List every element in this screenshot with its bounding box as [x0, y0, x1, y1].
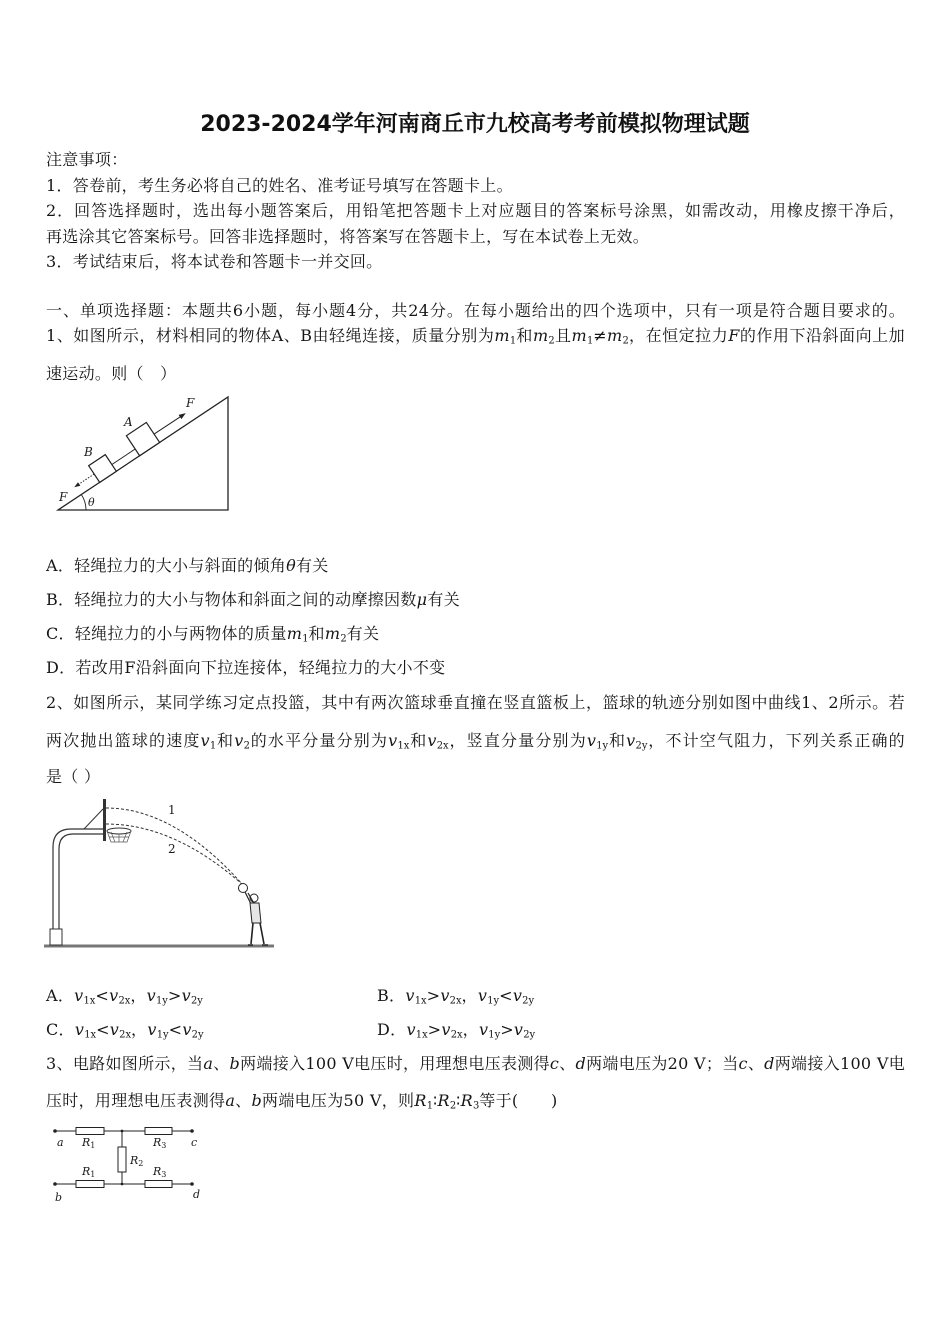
math-subscript: 2y [523, 1029, 536, 1041]
text-run: 有关 [296, 556, 329, 575]
math-variable: b [229, 1054, 241, 1073]
r1-top-label [81, 1136, 95, 1150]
math-variable: d [575, 1054, 587, 1073]
math-subscript: 2x [119, 1029, 132, 1041]
text-run: 有关 [427, 590, 460, 609]
math-variable: v [405, 986, 415, 1005]
math-variable: v [478, 1020, 489, 1039]
math-subscript: 2 [340, 633, 347, 645]
math-variable: m [286, 624, 303, 643]
text-run: 和 [308, 624, 325, 643]
curve-2-label: 2 [168, 842, 176, 856]
math-variable: v [74, 1020, 85, 1039]
q3-circuit-figure [45, 1122, 215, 1210]
text-run: < [95, 986, 110, 1005]
math-subscript: 2y [522, 995, 535, 1007]
shooter-legs [251, 923, 264, 944]
q1-stem-line-1 [46, 325, 905, 347]
math-variable: R [414, 1091, 427, 1110]
exam-title: 2023-2024学年河南商丘市九校高考考前模拟物理试题 [200, 112, 750, 137]
math-variable: v [406, 1020, 416, 1039]
math-variable: v [147, 1020, 157, 1039]
math-variable: v [440, 986, 450, 1005]
text-run: ，竖直分量分别为 [448, 731, 587, 750]
pole-brace [84, 809, 103, 829]
math-subscript: 1x [414, 995, 427, 1007]
math-variable: v [477, 986, 488, 1005]
q1-option-d [46, 657, 445, 679]
text-run: 的水平分量分别为 [249, 731, 389, 750]
text-run: A．轻绳拉力的大小与斜面的倾角 [46, 556, 287, 575]
math-subscript: 3 [472, 1100, 480, 1112]
text-run: 且 [554, 326, 572, 345]
math-variable: θ [286, 556, 296, 575]
math-subscript: 2y [190, 995, 203, 1007]
force-arrow-down-shaft [79, 474, 95, 484]
text-run: ， [462, 1020, 479, 1039]
math-subscript: 2 [548, 335, 555, 347]
hoop-rim [107, 828, 131, 834]
text-run: 、 [235, 1091, 252, 1110]
math-variable: v [427, 731, 437, 750]
text-run: 和 [608, 731, 627, 750]
q3-stem-line-1 [46, 1053, 905, 1075]
math-variable: d [764, 1054, 775, 1073]
text-run: > [500, 1020, 514, 1039]
math-subscript: 1 [302, 633, 309, 645]
math-variable: v [109, 1020, 120, 1039]
math-subscript: 2y [191, 1029, 204, 1041]
terminal-a-dot [53, 1129, 57, 1133]
text-run: 和 [516, 326, 533, 345]
r3-top-subscript: 3 [161, 1141, 167, 1150]
q2-option-a [46, 985, 203, 1007]
text-run: C．轻绳拉力的小与两物体的质量 [46, 624, 287, 643]
resistor-r3-top [145, 1128, 172, 1135]
text-run: 两端电压为20 V；当 [586, 1054, 739, 1073]
math-subscript: 2 [622, 335, 629, 347]
q3-stem-line-2 [46, 1090, 558, 1112]
math-subscript: 2x [449, 995, 462, 1007]
math-variable: a [203, 1054, 214, 1073]
q1-option-a [46, 555, 329, 577]
rope [112, 449, 135, 465]
q2-option-b [377, 985, 534, 1007]
text-run: < [499, 986, 513, 1005]
math-variable: v [512, 986, 523, 1005]
r1-bottom-subscript: 1 [90, 1170, 96, 1179]
resistor-r1-bottom [76, 1181, 104, 1188]
math-variable: m [532, 326, 549, 345]
section-heading: 一、单项选择题：本题共6小题，每小题4分，共24分。在每小题给出的四个选项中，只有一项是符合题目要求的。 [46, 301, 905, 320]
math-variable: v [200, 731, 210, 750]
q2-option-c [46, 1019, 204, 1041]
text-run: 速运动。则（ ） [46, 364, 177, 383]
shooter-figure [239, 884, 269, 946]
math-subscript: 1x [83, 995, 96, 1007]
math-subscript: 1y [156, 995, 168, 1007]
math-subscript: 1x [397, 740, 410, 752]
force-arrow-down-head [74, 482, 80, 487]
notice-line-1: 1．答卷前，考生务必将自己的姓名、准考证号填写在答题卡上。 [46, 176, 513, 195]
text-run: 两次抛出篮球的速度 [46, 731, 201, 750]
math-subscript: 2x [118, 995, 131, 1007]
text-run: D．若改用F沿斜面向下拉连接体，轻绳拉力的大小不变 [46, 658, 446, 677]
text-run: ，不计空气阻力，下列关系正确的 [647, 731, 905, 750]
math-variable: m [607, 326, 623, 345]
text-run: 和 [216, 731, 235, 750]
q1-option-b [46, 589, 460, 611]
math-subscript: 1 [426, 1100, 433, 1112]
resistor-r3-bottom [145, 1181, 172, 1188]
text-run: 、 [213, 1054, 230, 1073]
text-run: > [426, 986, 441, 1005]
math-subscript: 1x [84, 1029, 97, 1041]
r1-bottom-letter: R [82, 1165, 91, 1178]
math-variable: v [388, 731, 398, 750]
math-variable: μ [416, 590, 428, 609]
block-a-label: A [124, 415, 133, 429]
math-variable: m [324, 624, 341, 643]
text-run: 和 [409, 731, 428, 750]
math-variable: v [146, 986, 156, 1005]
pole-inner [59, 834, 103, 929]
q2-stem-line-2 [46, 730, 905, 752]
theta-label: θ [88, 496, 95, 509]
text-run: B． [377, 986, 406, 1005]
math-variable: F [728, 326, 740, 345]
math-subscript: 1 [509, 335, 517, 347]
math-variable: R [460, 1091, 473, 1110]
math-variable: v [234, 731, 244, 750]
math-subscript: 1x [415, 1029, 428, 1041]
math-variable: v [513, 1020, 524, 1039]
math-subscript: 1y [488, 1029, 501, 1041]
text-run: 两端接入100 V电压时，用理想电压表测得 [240, 1054, 550, 1073]
resistor-r2 [118, 1147, 126, 1172]
pole-outer [53, 829, 103, 929]
r1-bottom-label [81, 1165, 95, 1179]
text-run: D． [377, 1020, 407, 1039]
block-b-label: B [84, 445, 93, 459]
math-subscript: 2x [436, 740, 449, 752]
text-run: A． [46, 986, 75, 1005]
math-variable: b [251, 1091, 263, 1110]
text-run: 2、如图所示，某同学练习定点投篮，其中有两次篮球垂直撞在竖直篮板上，篮球的轨迹分别如图中曲线1、2所示。若 [46, 693, 905, 712]
text-run: 的作用下沿斜面向上加 [739, 326, 905, 345]
math-variable: c [549, 1054, 560, 1073]
terminal-c-label: c [191, 1136, 198, 1149]
shooter-torso [250, 903, 261, 923]
notice-line-3: 3．考试结束后，将本试卷和答题卡一并交回。 [46, 252, 383, 271]
notice-line-2: 2．回答选择题时，选出每小题答案后，用铅笔把答题卡上对应题目的答案标号涂黑，如需改动，用橡皮擦干净后， [46, 201, 905, 220]
notice-line-2-cont: 再选涂其它答案标号。回答非选择题时，将答案写在答题卡上，写在本试卷上无效。 [46, 227, 650, 246]
math-subscript: 2 [449, 1100, 457, 1112]
text-run: 压时，用理想电压表测得 [46, 1091, 226, 1110]
text-run: C． [46, 1020, 75, 1039]
text-run: < [96, 1020, 110, 1039]
math-variable: a [225, 1091, 236, 1110]
force-arrow-up-head [179, 413, 186, 419]
text-run: ， [131, 1020, 148, 1039]
q2-stem-line-3 [46, 766, 100, 788]
r1-top-subscript: 1 [90, 1141, 96, 1150]
junction-bottom-dot [121, 1183, 124, 1186]
terminal-b-dot [53, 1182, 57, 1186]
math-variable: v [182, 1020, 192, 1039]
curve-1-label: 1 [168, 803, 176, 817]
math-subscript: 1 [586, 335, 594, 347]
math-variable: v [586, 731, 597, 750]
text-run: ∶ [433, 1091, 438, 1110]
r3-top-letter: R [153, 1136, 162, 1149]
r3-bottom-subscript: 3 [161, 1170, 167, 1179]
math-subscript: 1 [209, 740, 217, 752]
text-run: < [168, 1020, 183, 1039]
text-run: 、 [559, 1054, 576, 1073]
text-run: 两端接入100 V电 [774, 1054, 905, 1073]
r2-subscript: 2 [138, 1159, 144, 1168]
text-run: > [427, 1020, 442, 1039]
terminal-d-dot [190, 1182, 194, 1186]
text-run: 是（ ） [46, 767, 101, 786]
text-run: ≠ [593, 326, 608, 345]
text-run: 1、如图所示，材料相同的物体A、B由轻绳连接，质量分别为 [46, 326, 495, 345]
math-variable: v [74, 986, 84, 1005]
backboard [103, 799, 106, 841]
q2-stem-line-1 [46, 692, 905, 714]
terminal-b-label: b [55, 1191, 63, 1204]
text-run: ， [461, 986, 478, 1005]
math-subscript: 1y [487, 995, 500, 1007]
math-variable: c [738, 1054, 748, 1073]
text-run: 、 [747, 1054, 765, 1073]
math-variable: v [441, 1020, 451, 1039]
q1-incline-figure [50, 392, 240, 517]
math-variable: v [626, 731, 636, 750]
math-subscript: 2 [243, 740, 250, 752]
theta-arc [81, 495, 86, 511]
math-subscript: 1y [156, 1029, 169, 1041]
text-run: B．轻绳拉力的大小与物体和斜面之间的动摩擦因数 [46, 590, 417, 609]
r1-top-letter: R [82, 1136, 91, 1149]
pole-base [50, 929, 62, 945]
basketball [239, 884, 248, 893]
terminal-c-dot [190, 1129, 194, 1133]
resistor-r1-top [76, 1128, 104, 1135]
q1-stem-line-2 [46, 363, 176, 385]
r2-label [129, 1154, 143, 1168]
text-run: 等于( ) [479, 1091, 558, 1110]
force-up-label: F [186, 396, 195, 410]
terminal-a-label: a [57, 1136, 64, 1149]
math-subscript: 2x [450, 1029, 463, 1041]
r2-letter: R [130, 1154, 139, 1167]
terminal-d-label: d [193, 1188, 201, 1201]
r3-bottom-letter: R [153, 1165, 162, 1178]
text-run: ，在恒定拉力 [628, 326, 729, 345]
q1-option-c [46, 623, 379, 645]
text-run: 有关 [346, 624, 380, 643]
math-subscript: 2y [635, 740, 648, 752]
r3-top-label [152, 1136, 166, 1150]
math-variable: v [109, 986, 119, 1005]
q2-basketball-figure [40, 795, 280, 953]
math-variable: m [571, 326, 587, 345]
text-run: ， [130, 986, 147, 1005]
q2-option-d [377, 1019, 535, 1041]
notice-heading: 注意事项： [46, 150, 128, 169]
math-variable: R [437, 1091, 450, 1110]
math-variable: m [494, 326, 510, 345]
text-run: ∶ [456, 1091, 461, 1110]
text-run: 两端电压为50 V，则 [262, 1091, 415, 1110]
math-variable: v [181, 986, 191, 1005]
r3-bottom-label [152, 1165, 166, 1179]
text-run: > [167, 986, 182, 1005]
force-down-label: F [59, 490, 68, 504]
text-run: 3、电路如图所示，当 [46, 1054, 204, 1073]
math-subscript: 1y [596, 740, 609, 752]
